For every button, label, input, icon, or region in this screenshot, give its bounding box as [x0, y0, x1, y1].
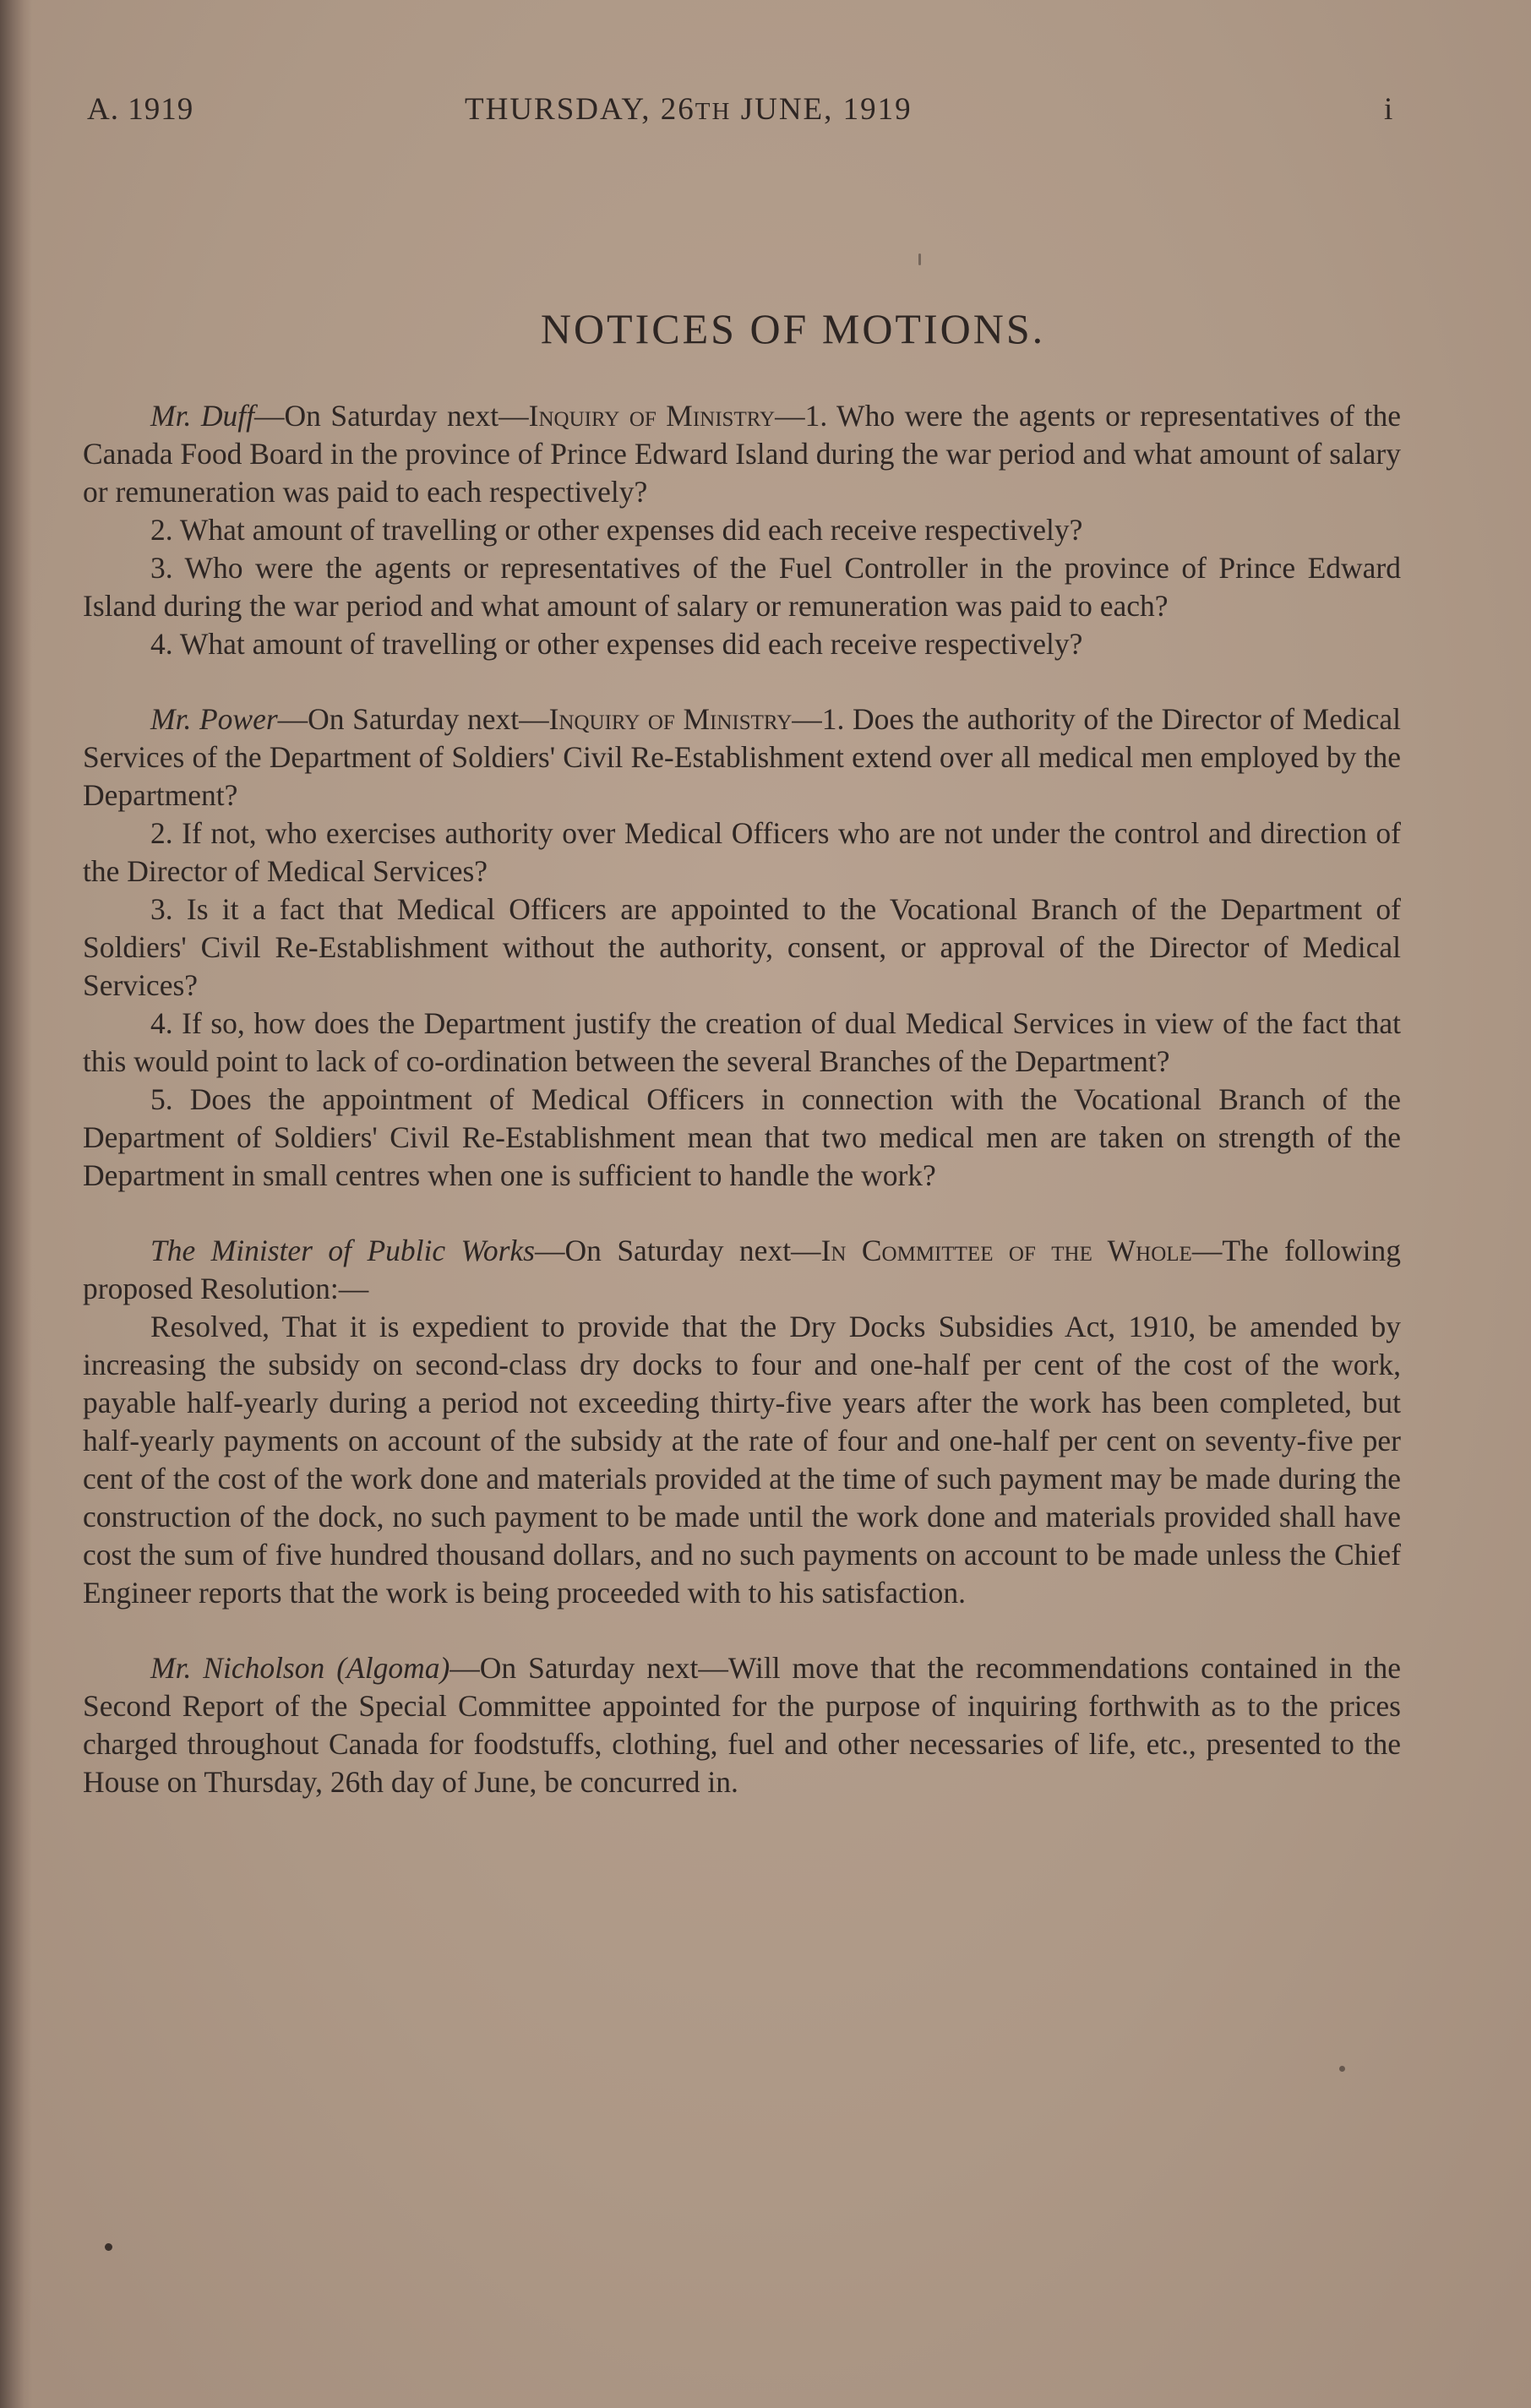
motion-question: 3. Who were the agents or representatives of the Fuel Controller in the province of Prince Edward Island during the war period and what amount of salary or remuneration was paid to each?: [83, 551, 1401, 623]
motion-when: —On Saturday next—: [253, 399, 529, 433]
header-date-ordinal: TH: [695, 98, 732, 125]
member-riding: (Algoma): [336, 1651, 450, 1685]
motion-question: 2. What amount of travelling or other expenses did each receive respectively?: [150, 513, 1083, 547]
motion-duff: [83, 397, 1401, 663]
binding-edge: [0, 0, 32, 2408]
ink-speck: [1339, 2066, 1345, 2072]
motion-question: 4. If so, how does the Department justify the creation of dual Medical Services in view of the fact that this would point to lack of co-ordination between the several Branches of the Department?: [83, 1006, 1401, 1078]
motion-minister-public-works: [83, 1232, 1401, 1612]
member-name: The Minister of Public Works: [150, 1234, 535, 1267]
motion-kind: In Committee of the Whole: [820, 1234, 1192, 1267]
ink-speck: [918, 253, 921, 265]
motion-question: 2. If not, who exercises authority over Medical Officers who are not under the control and direction of the Director of Medical Services?: [83, 816, 1401, 888]
motion-nicholson: [83, 1649, 1401, 1801]
header-session: A. 1919: [87, 92, 194, 127]
motion-question: 4. What amount of travelling or other expenses did each receive respectively?: [150, 627, 1083, 661]
header-date-prefix: THURSDAY, 26: [465, 92, 695, 127]
running-header: [0, 91, 1531, 133]
member-name: Mr. Duff: [150, 399, 254, 433]
resolution-text: Resolved, That it is expedient to provide that the Dry Docks Subsidies Act, 1910, be amended by increasing the subsidy on second-class dry docks to four and one-half per cent of the cost of the work, payable half-yearly during a period not exceeding thirty-five years after the work has been completed, but half-yearly payments on account of the subsidy at the rate of four and one-half per cent on seventy-five per cent of the cost of the work done and materials provided at the time of such payment may be made during the construction of the dock, no such payment to be made until the work done and materials provided shall have cost the sum of five hundred thousand dollars, and no such payments on account to be made unless the Chief Engineer reports that the work is being proceeded with to his satisfaction.: [83, 1310, 1401, 1610]
motion-kind: Inquiry of Ministry: [528, 399, 776, 433]
header-page-number: i: [1384, 92, 1394, 127]
motion-when: —On Saturday next—: [535, 1234, 821, 1267]
member-name: Mr. Nicholson: [150, 1651, 325, 1685]
motion-when: —On Saturday next—: [277, 702, 549, 736]
motion-question-1: —1. Does the authority of the Director of Medical Services of the Department of Soldiers' Civil Re-Establishment extend over all medical men employed by the Department?: [83, 702, 1401, 812]
motion-nicholson-text: [83, 1649, 1401, 1801]
header-date: [465, 91, 913, 128]
motion-power: [83, 700, 1401, 1195]
motion-minister-lead: [83, 1232, 1401, 1308]
motion-intro: —The following proposed Resolution:—: [83, 1234, 1401, 1305]
motion-question: 3. Is it a fact that Medical Officers are appointed to the Vocational Branch of the Department of Soldiers' Civil Re-Establishment without the authority, consent, or approval of the Director of Medical Services?: [83, 892, 1401, 1002]
motion-question: 5. Does the appointment of Medical Officers in connection with the Vocational Branch of the Department of Soldiers' Civil Re-Establishment mean that two medical men are taken on strength of the Department in small centres when one is sufficient to handle the work?: [83, 1082, 1401, 1192]
header-date-suffix: JUNE, 1919: [731, 92, 913, 127]
motion-kind: Inquiry of Ministry: [548, 702, 793, 736]
ink-speck: [105, 2243, 112, 2251]
member-name: Mr. Power: [150, 702, 278, 736]
notices-body: [83, 397, 1401, 1839]
motion-question-1: —1. Who were the agents or representatives of the Canada Food Board in the province of Prince Edward Island during the war period and what amount of salary or remuneration was paid to each respectively?: [83, 399, 1402, 509]
motion-duff-lead: [83, 397, 1401, 511]
page-title: NOTICES OF MOTIONS.: [540, 305, 1046, 352]
motion-power-lead: [83, 700, 1401, 814]
motion-body: —On Saturday next—Will move that the recommendations contained in the Second Report of the Special Committee appointed for the purpose of inquiring forthwith as to the prices charged throughout Canada for foodstuffs, clothing, fuel and other necessaries of life, etc., presented to the House on Thursday, 26th day of June, be concurred in.: [83, 1651, 1401, 1799]
